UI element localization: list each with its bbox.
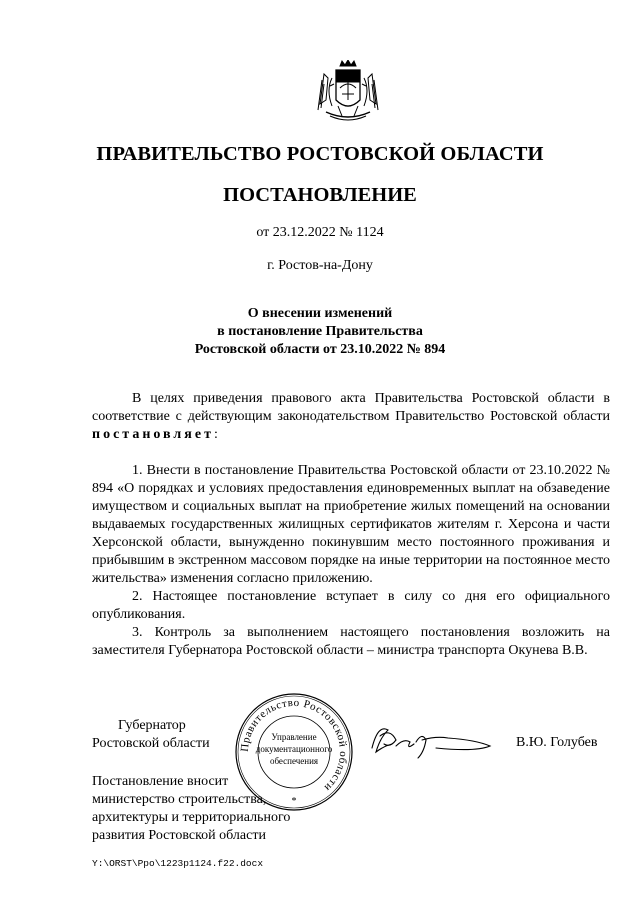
- submitter-line: архитектуры и территориального: [92, 810, 291, 825]
- document-subject: [0, 305, 640, 359]
- intro-text: В целях приведения правового акта Правительства Ростовской области в соответствие с действующим законодательством Правительство Ростовской области: [92, 391, 610, 424]
- subject-line: в постановление Правительства: [217, 324, 423, 339]
- intro-paragraph: [92, 390, 610, 444]
- signatory-name: В.Ю. Голубев: [516, 735, 598, 750]
- position-line: Губернатор: [118, 718, 186, 733]
- point-2: 2. Настоящее постановление вступает в силу со дня его официального опубликования.: [92, 589, 610, 622]
- subject-line: Ростовской области от 23.10.2022 № 894: [194, 342, 446, 357]
- submitter-line: министерство строительства,: [92, 792, 267, 807]
- stamp-line: Управление: [271, 732, 317, 742]
- handwritten-signature: [366, 718, 496, 762]
- stamp-star: *: [291, 796, 297, 807]
- file-path: Y:\ORST\Ppo\1223p1124.f22.docx: [92, 858, 264, 869]
- government-title: ПРАВИТЕЛЬСТВО РОСТОВСКОЙ ОБЛАСТИ: [96, 143, 544, 165]
- submitter-block: [92, 773, 290, 845]
- position-line: Ростовской области: [92, 736, 210, 751]
- signatory-position: [92, 717, 210, 753]
- stamp-ring-text: Правительство Ростовской области: [238, 696, 350, 794]
- stamp-line: обеспечения: [269, 756, 319, 766]
- submitter-line: развития Ростовской области: [92, 828, 266, 843]
- decree-colon: :: [213, 427, 218, 442]
- coat-of-arms-icon: [312, 60, 384, 126]
- decree-word: постановляет: [92, 427, 214, 442]
- stamp-line: документационного: [255, 744, 333, 754]
- document-date-number: от 23.12.2022 № 1124: [256, 225, 384, 240]
- point-3: 3. Контроль за выполнением настоящего постановления возложить на заместителя Губернатора Ростовской области – министра транспорта Окунева В.В.: [92, 625, 610, 658]
- point-1: 1. Внести в постановление Правительства Ростовской области от 23.10.2022 № 894 «О порядках и условиях предоставления единовременных выплат на обзаведение имуществом и социальных выплат на приобретение жилых помещений на основании выдаваемых государственных жилищных сертификатов жителям г. Херсона и части Херсонской области, вынужденно покинувшим место постоянного проживания и прибывшим в экстренном массовом порядке на иные территории на постоянное место жительства» изменения согласно приложению.: [92, 463, 610, 586]
- document-type: ПОСТАНОВЛЕНИЕ: [223, 184, 417, 206]
- decree-points: [92, 462, 610, 660]
- document-city: г. Ростов-на-Дону: [267, 258, 373, 273]
- subject-line: О внесении изменений: [247, 306, 393, 321]
- submitter-line: Постановление вносит: [92, 774, 229, 789]
